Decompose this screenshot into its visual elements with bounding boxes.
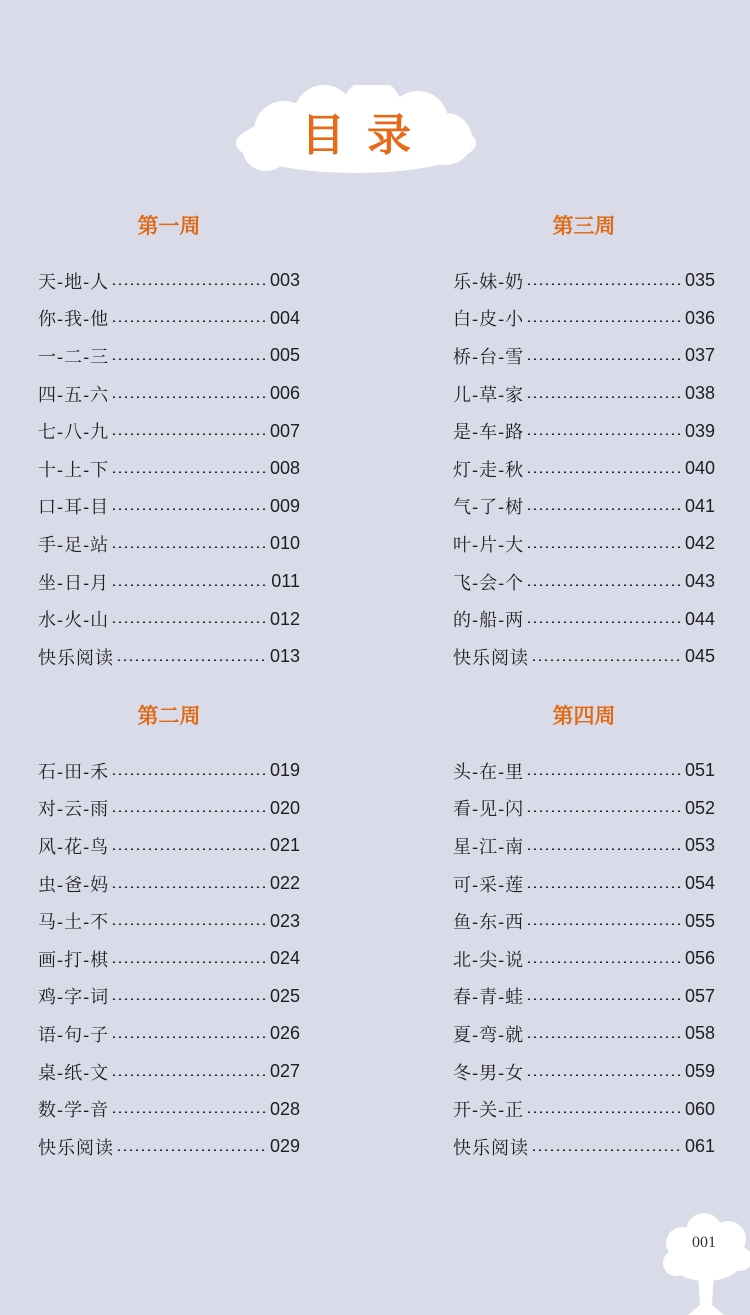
dot-leader <box>526 998 683 1000</box>
entry-label: 气-了-树 <box>453 497 525 519</box>
dot-leader <box>116 1149 268 1151</box>
dot-leader <box>526 1036 683 1038</box>
entry-page: 020 <box>269 797 300 818</box>
entry-label: 虫-爸-妈 <box>38 874 110 896</box>
dot-leader <box>526 621 683 623</box>
entry-label: 手-足-站 <box>38 534 110 556</box>
dot-leader <box>526 471 683 473</box>
toc-list <box>38 752 300 1166</box>
toc-entry[interactable] <box>453 300 715 338</box>
dot-leader <box>526 320 683 322</box>
toc-entry[interactable] <box>453 902 715 940</box>
toc-entry[interactable] <box>453 790 715 828</box>
dot-leader <box>526 1074 683 1076</box>
entry-label: 十-上-下 <box>38 459 110 481</box>
dot-leader <box>526 546 683 548</box>
toc-entry[interactable] <box>453 600 715 638</box>
toc-entry[interactable] <box>38 638 300 676</box>
toc-entry[interactable] <box>453 865 715 903</box>
entry-page: 038 <box>684 383 715 404</box>
entry-label: 语-句-子 <box>38 1024 110 1046</box>
entry-label: 口-耳-目 <box>38 497 110 519</box>
entry-label: 水-火-山 <box>38 610 110 632</box>
entry-label: 叶-片-大 <box>453 534 525 556</box>
toc-entry[interactable] <box>453 262 715 300</box>
entry-page: 041 <box>684 495 715 516</box>
entry-page: 042 <box>684 533 715 554</box>
dot-leader <box>111 358 268 360</box>
toc-entry[interactable] <box>453 412 715 450</box>
entry-page: 026 <box>269 1023 300 1044</box>
toc-list <box>38 262 300 676</box>
entry-page: 007 <box>269 420 300 441</box>
dot-leader <box>111 923 268 925</box>
entry-page: 025 <box>269 985 300 1006</box>
toc-entry[interactable] <box>38 902 300 940</box>
entry-page: 027 <box>269 1061 300 1082</box>
entry-page: 060 <box>684 1098 715 1119</box>
dot-leader <box>111 621 268 623</box>
entry-label: 坐-日-月 <box>38 572 110 594</box>
toc-entry[interactable] <box>453 450 715 488</box>
toc-entry[interactable] <box>38 827 300 865</box>
toc-entry[interactable] <box>453 1090 715 1128</box>
entry-label: 鱼-东-西 <box>453 912 525 934</box>
entry-label: 北-尖-说 <box>453 949 525 971</box>
entry-label: 风-花-鸟 <box>38 836 110 858</box>
toc-entry[interactable] <box>453 525 715 563</box>
entry-label: 儿-草-家 <box>453 384 525 406</box>
entry-label: 春-青-蛙 <box>453 987 525 1009</box>
toc-entry[interactable] <box>38 412 300 450</box>
entry-label: 鸡-字-词 <box>38 987 110 1009</box>
entry-label: 的-船-两 <box>453 610 525 632</box>
entry-page: 003 <box>269 270 300 291</box>
toc-entry[interactable] <box>453 488 715 526</box>
entry-page: 023 <box>269 910 300 931</box>
dot-leader <box>111 283 268 285</box>
dot-leader <box>111 320 268 322</box>
entry-page: 009 <box>269 495 300 516</box>
dot-leader <box>526 358 683 360</box>
dot-leader <box>526 886 683 888</box>
dot-leader <box>111 546 268 548</box>
dot-leader <box>526 433 683 435</box>
toc-entry[interactable] <box>453 1053 715 1091</box>
entry-label: 灯-走-秋 <box>453 459 525 481</box>
dot-leader <box>111 1036 268 1038</box>
section-heading: 第二周 <box>137 704 201 728</box>
entry-page: 058 <box>684 1023 715 1044</box>
entry-page: 024 <box>269 948 300 969</box>
section-heading: 第三周 <box>552 214 616 238</box>
dot-leader <box>526 923 683 925</box>
entry-label: 夏-弯-就 <box>453 1024 525 1046</box>
toc-entry[interactable] <box>38 940 300 978</box>
entry-page: 040 <box>684 458 715 479</box>
entry-page: 044 <box>684 608 715 629</box>
toc-entry[interactable] <box>453 940 715 978</box>
toc-entry[interactable] <box>38 978 300 1016</box>
dot-leader <box>526 508 683 510</box>
dot-leader <box>526 773 683 775</box>
dot-leader <box>531 1149 683 1151</box>
entry-label: 快乐阅读 <box>453 1137 529 1159</box>
entry-label: 数-学-音 <box>38 1100 110 1122</box>
title-cloud <box>232 85 480 177</box>
entry-page: 051 <box>684 760 715 781</box>
entry-label: 冬-男-女 <box>453 1062 525 1084</box>
entry-page: 059 <box>684 1061 715 1082</box>
toc-entry[interactable] <box>38 563 300 601</box>
page-number: 001 <box>692 1234 716 1251</box>
entry-page: 052 <box>684 797 715 818</box>
toc-entry[interactable] <box>38 1053 300 1091</box>
toc-entry[interactable] <box>453 638 715 676</box>
toc-entry[interactable] <box>453 1015 715 1053</box>
entry-page: 055 <box>684 910 715 931</box>
toc-entry[interactable] <box>453 375 715 413</box>
entry-label: 四-五-六 <box>38 384 110 406</box>
dot-leader <box>111 1111 268 1113</box>
dot-leader <box>111 848 268 850</box>
entry-label: 白-皮-小 <box>453 309 525 331</box>
dot-leader <box>526 283 683 285</box>
entry-page: 005 <box>269 345 300 366</box>
dot-leader <box>526 848 683 850</box>
entry-page: 010 <box>269 533 300 554</box>
toc-entry[interactable] <box>453 1128 715 1166</box>
dot-leader <box>526 810 683 812</box>
entry-page: 011 <box>271 571 300 592</box>
entry-page: 021 <box>269 835 300 856</box>
entry-label: 你-我-他 <box>38 309 110 331</box>
entry-label: 开-关-正 <box>453 1100 525 1122</box>
dot-leader <box>111 396 268 398</box>
toc-entry[interactable] <box>38 1015 300 1053</box>
entry-label: 桌-纸-文 <box>38 1062 110 1084</box>
dot-leader <box>526 1111 683 1113</box>
entry-page: 012 <box>269 608 300 629</box>
toc-entry[interactable] <box>38 1090 300 1128</box>
dot-leader <box>531 659 683 661</box>
entry-label: 乐-妹-奶 <box>453 271 525 293</box>
toc-entry[interactable] <box>453 827 715 865</box>
entry-label: 桥-台-雪 <box>453 346 525 368</box>
toc-list <box>453 262 715 676</box>
entry-label: 石-田-禾 <box>38 761 110 783</box>
toc-entry[interactable] <box>453 563 715 601</box>
dot-leader <box>526 584 683 586</box>
toc-entry[interactable] <box>38 865 300 903</box>
page-title: 目录 <box>301 110 433 161</box>
entry-label: 马-土-不 <box>38 912 110 934</box>
dot-leader <box>111 773 268 775</box>
toc-entry[interactable] <box>38 300 300 338</box>
dot-leader <box>111 961 268 963</box>
entry-page: 019 <box>269 760 300 781</box>
entry-page: 037 <box>684 345 715 366</box>
dot-leader <box>111 998 268 1000</box>
entry-label: 对-云-雨 <box>38 799 110 821</box>
entry-page: 039 <box>684 420 715 441</box>
toc-entry[interactable] <box>38 790 300 828</box>
dot-leader <box>116 659 268 661</box>
dot-leader <box>111 433 268 435</box>
entry-label: 七-八-九 <box>38 422 110 444</box>
entry-page: 043 <box>684 571 715 592</box>
entry-label: 快乐阅读 <box>38 1137 114 1159</box>
entry-page: 061 <box>684 1136 715 1157</box>
dot-leader <box>526 961 683 963</box>
dot-leader <box>111 1074 268 1076</box>
entry-page: 004 <box>269 307 300 328</box>
entry-label: 天-地-人 <box>38 271 110 293</box>
entry-label: 看-见-闪 <box>453 799 525 821</box>
dot-leader <box>111 886 268 888</box>
toc-entry[interactable] <box>38 1128 300 1166</box>
entry-page: 028 <box>269 1098 300 1119</box>
entry-page: 022 <box>269 873 300 894</box>
toc-entry[interactable] <box>38 488 300 526</box>
entry-page: 029 <box>269 1136 300 1157</box>
section-heading: 第四周 <box>552 704 616 728</box>
entry-label: 快乐阅读 <box>453 647 529 669</box>
dot-leader <box>526 396 683 398</box>
toc-entry[interactable] <box>453 752 715 790</box>
entry-page: 006 <box>269 383 300 404</box>
entry-page: 013 <box>269 646 300 667</box>
toc-entry[interactable] <box>38 525 300 563</box>
entry-page: 045 <box>684 646 715 667</box>
section-heading: 第一周 <box>137 214 201 238</box>
toc-entry[interactable] <box>38 375 300 413</box>
toc-list <box>453 752 715 1166</box>
entry-label: 画-打-棋 <box>38 949 110 971</box>
toc-entry[interactable] <box>38 337 300 375</box>
entry-page: 036 <box>684 307 715 328</box>
entry-label: 是-车-路 <box>453 422 525 444</box>
toc-entry[interactable] <box>38 600 300 638</box>
dot-leader <box>111 584 269 586</box>
dot-leader <box>111 471 268 473</box>
entry-page: 053 <box>684 835 715 856</box>
tree-icon <box>662 1213 750 1315</box>
entry-page: 035 <box>684 270 715 291</box>
dot-leader <box>111 810 268 812</box>
toc-entry[interactable] <box>38 262 300 300</box>
entry-page: 057 <box>684 985 715 1006</box>
dot-leader <box>111 508 268 510</box>
entry-label: 快乐阅读 <box>38 647 114 669</box>
entry-page: 008 <box>269 458 300 479</box>
entry-label: 星-江-南 <box>453 836 525 858</box>
entry-label: 头-在-里 <box>453 761 525 783</box>
entry-label: 可-采-莲 <box>453 874 525 896</box>
entry-page: 056 <box>684 948 715 969</box>
toc-entry[interactable] <box>38 752 300 790</box>
entry-page: 054 <box>684 873 715 894</box>
entry-label: 飞-会-个 <box>453 572 525 594</box>
toc-entry[interactable] <box>38 450 300 488</box>
toc-entry[interactable] <box>453 978 715 1016</box>
toc-entry[interactable] <box>453 337 715 375</box>
entry-label: 一-二-三 <box>38 346 110 368</box>
